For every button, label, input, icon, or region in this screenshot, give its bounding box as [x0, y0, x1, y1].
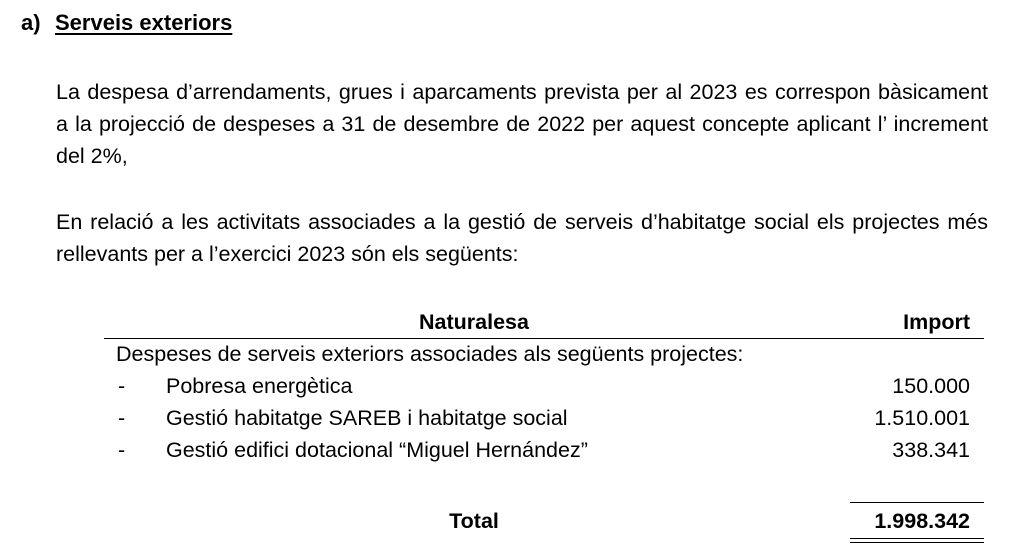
row-bullet: - — [118, 374, 126, 398]
section-heading — [21, 10, 232, 36]
row-bullet: - — [118, 438, 126, 462]
total-top-rule — [850, 502, 984, 503]
row-label: Gestió habitatge SAREB i habitatge social — [166, 406, 568, 430]
total-amount: 1.998.342 — [874, 509, 970, 533]
table-intro: Despeses de serveis exteriors associades als següents projectes: — [116, 342, 744, 366]
projects-table — [104, 306, 984, 533]
row-amount: 150.000 — [892, 374, 970, 398]
row-amount: 338.341 — [892, 438, 970, 462]
table-row — [104, 374, 984, 406]
section-title: Serveis exteriors — [55, 10, 233, 35]
row-label: Gestió edifici dotacional “Miguel Hernández” — [166, 438, 588, 462]
table-row — [104, 438, 984, 470]
header-nature: Naturalesa — [419, 310, 529, 334]
total-double-underline — [850, 538, 984, 543]
section-marker: a) — [21, 10, 41, 35]
row-bullet: - — [118, 406, 126, 430]
row-amount: 1.510.001 — [874, 406, 970, 430]
header-amount: Import — [903, 310, 970, 334]
table-header — [104, 306, 984, 339]
table-row — [104, 406, 984, 438]
row-label: Pobresa energètica — [166, 374, 353, 398]
paragraph-rental-costs: La despesa d’arrendaments, grues i aparcaments prevista per al 2023 es correspon bàsicament a la projecció de despeses a 31 de desembre de 2022 per aquest concepte aplicant l’ increment del 2%, — [56, 80, 988, 168]
paragraph-social-housing: En relació a les activitats associades a la gestió de serveis d’habitatge social els projectes més rellevants per a l’exercici 2023 són els següents: — [56, 210, 988, 266]
total-label: Total — [449, 509, 499, 533]
